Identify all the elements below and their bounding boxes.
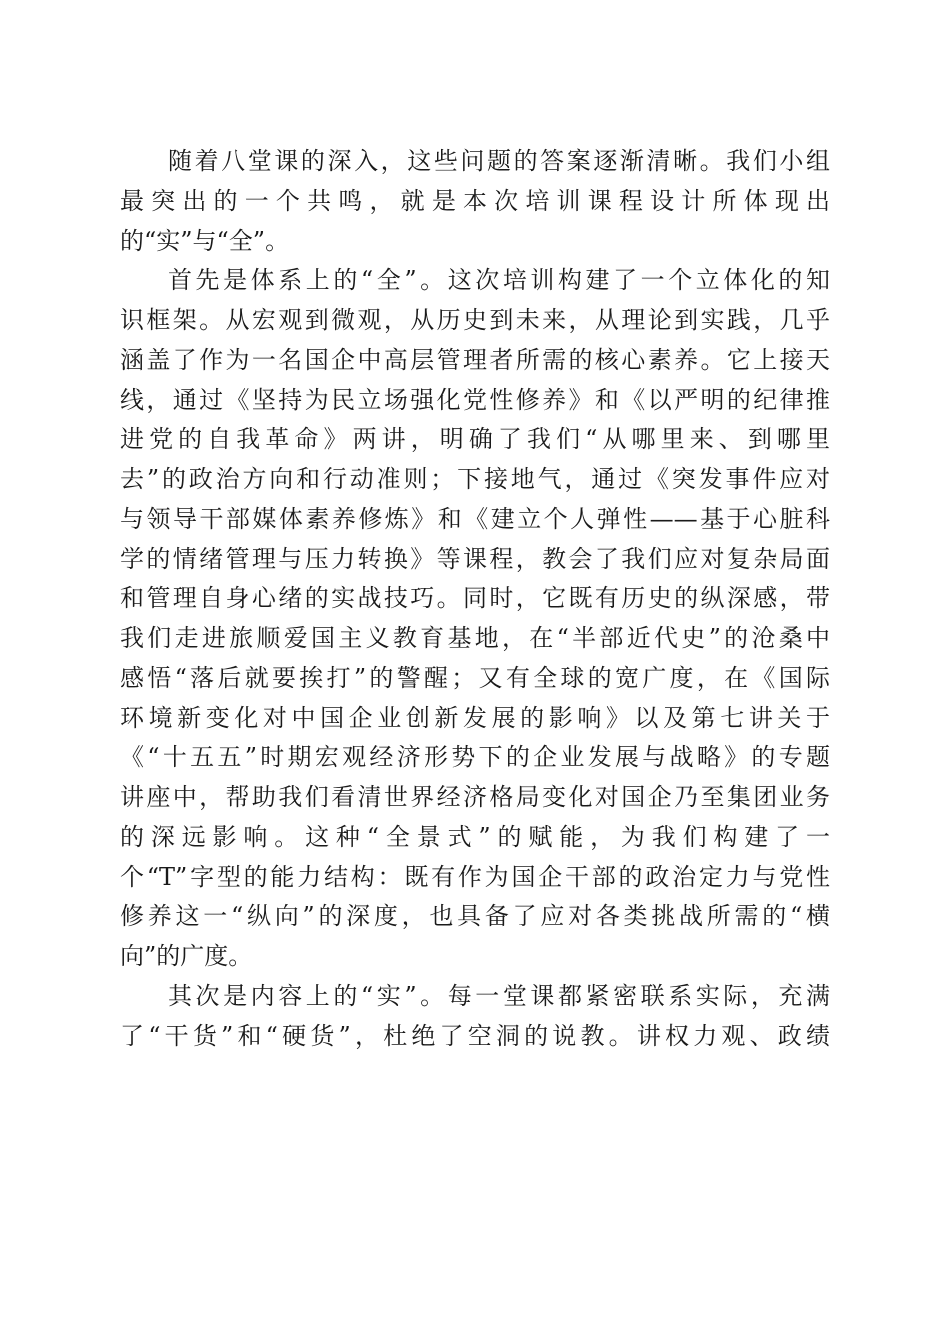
text-line: 最突出的一个共鸣，就是本次培训课程设计所体现出 (120, 186, 830, 215)
text-line: 首先是体系上的“全”。这次培训构建了一个立体化的知 (168, 266, 830, 295)
text-line: 修养这一“纵向”的深度，也具备了应对各类挑战所需的“横 (120, 902, 830, 931)
text-line: 的“实”与“全”。 (120, 226, 290, 255)
text-line: 的深远影响。这种“全景式”的赋能，为我们构建了一 (120, 822, 830, 851)
text-line: 涵盖了作为一名国企中高层管理者所需的核心素养。它上接天 (120, 345, 830, 374)
text-line: 识框架。从宏观到微观，从历史到未来，从理论到实践，几乎 (120, 306, 830, 334)
text-line: 随着八堂课的深入，这些问题的答案逐渐清晰。我们小组 (168, 147, 830, 175)
text-line: 个“T”字型的能力结构：既有作为国企干部的政治定力与党性 (120, 862, 830, 891)
paragraph-1 (120, 142, 830, 261)
text-line: 了“干货”和“硬货”，杜绝了空洞的说教。讲权力观、政绩 (120, 1021, 830, 1050)
text-line: 与领导干部媒体素养修炼》和《建立个人弹性——基于心脏科 (120, 504, 830, 533)
text-line: 和管理自身心绪的实战技巧。同时，它既有历史的纵深感，带 (120, 584, 830, 613)
text-line: 线，通过《坚持为民立场强化党性修养》和《以严明的纪律推 (120, 385, 830, 414)
paragraph-2 (120, 261, 830, 977)
text-line: 学的情绪管理与压力转换》等课程，教会了我们应对复杂局面 (120, 544, 830, 573)
text-line: 其次是内容上的“实”。每一堂课都紧密联系实际，充满 (168, 981, 830, 1010)
text-line: 向”的广度。 (120, 942, 253, 970)
text-line: 进党的自我革命》两讲，明确了我们“从哪里来、到哪里 (120, 425, 830, 454)
document-body (120, 142, 830, 1056)
text-line: 讲座中，帮助我们看清世界经济格局变化对国企乃至集团业务 (120, 783, 830, 811)
text-line: 感悟“落后就要挨打”的警醒；又有全球的宽广度，在《国际 (120, 663, 830, 692)
paragraph-3 (120, 977, 830, 1057)
text-line: 我们走进旅顺爱国主义教育基地，在“半部近代史”的沧桑中 (120, 624, 830, 652)
text-line: 《“十五五”时期宏观经济形势下的企业发展与战略》的专题 (120, 743, 830, 772)
text-line: 去”的政治方向和行动准则；下接地气，通过《突发事件应对 (120, 465, 830, 493)
text-line: 环境新变化对中国企业创新发展的影响》以及第七讲关于 (120, 703, 830, 732)
